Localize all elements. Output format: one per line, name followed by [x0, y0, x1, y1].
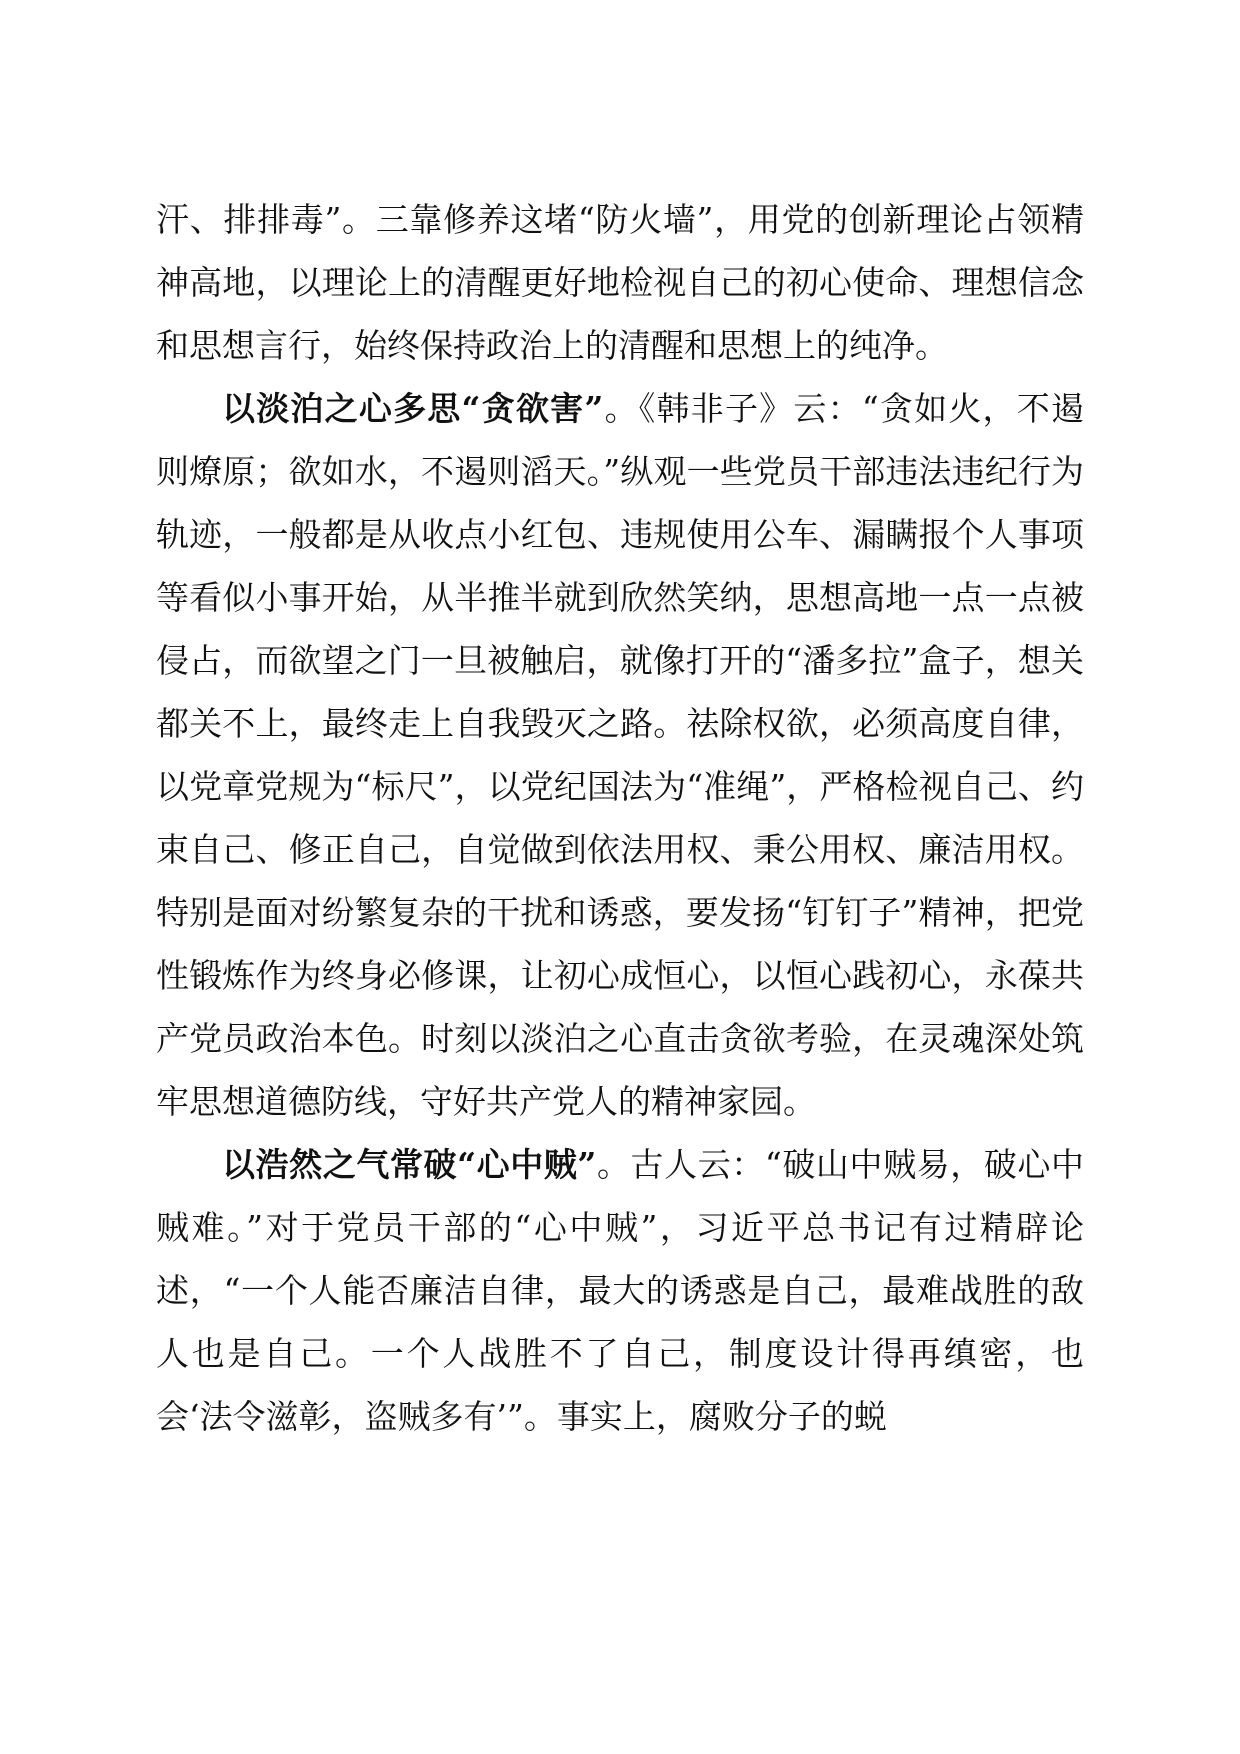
paragraph-greed: [156, 377, 1084, 1133]
paragraph-heading: 以浩然之气常破“心中贼”: [222, 1145, 597, 1184]
body-text: [156, 188, 1084, 1448]
paragraph-inner-thief: [156, 1133, 1084, 1448]
paragraph-continuation: [156, 188, 1084, 377]
paragraph-text: 。古人云：“破山中贼易，破心中贼难。”对于党员干部的“心中贼”，习近平总书记有过精辟论述，“一个人能否廉洁自律，最大的诱惑是自己，最难战胜的敌人也是自己。一个人战胜不了自己，制度设计得再缜密，也会‘法令滋彰，盗贼多有’”。事实上，腐败分子的蜕: [156, 1145, 1085, 1436]
paragraph-heading: 以淡泊之心多思“贪欲害”: [222, 389, 604, 428]
paragraph-text: 汗、排排毒”。三靠修养这堵“防火墙”，用党的创新理论占领精神高地，以理论上的清醒更好地检视自己的初心使命、理想信念和思想言行，始终保持政治上的清醒和思想上的纯净。: [156, 200, 1084, 365]
paragraph-text: 。《韩非子》云：“贪如火，不遏则燎原；欲如水，不遏则滔天。”纵观一些党员干部违法违纪行为轨迹，一般都是从收点小红包、违规使用公车、漏瞒报个人事项等看似小事开始，从半推半就到欣然笑纳，思想高地一点一点被侵占，而欲望之门一旦被触启，就像打开的“潘多拉”盒子，想关都关不上，最终走上自我毁灭之路。祛除权欲，必须高度自律，以党章党规为“标尺”，以党纪国法为“准绳”，严格检视自己、约束自己、修正自己，自觉做到依法用权、秉公用权、廉洁用权。特别是面对纷繁复杂的干扰和诱惑，要发扬“钉钉子”精神，把党性锻炼作为终身必修课，让初心成恒心，以恒心践初心，永葆共产党员政治本色。时刻以淡泊之心直击贪欲考验，在灵魂深处筑牢思想道德防线，守好共产党人的精神家园。: [156, 389, 1084, 1121]
